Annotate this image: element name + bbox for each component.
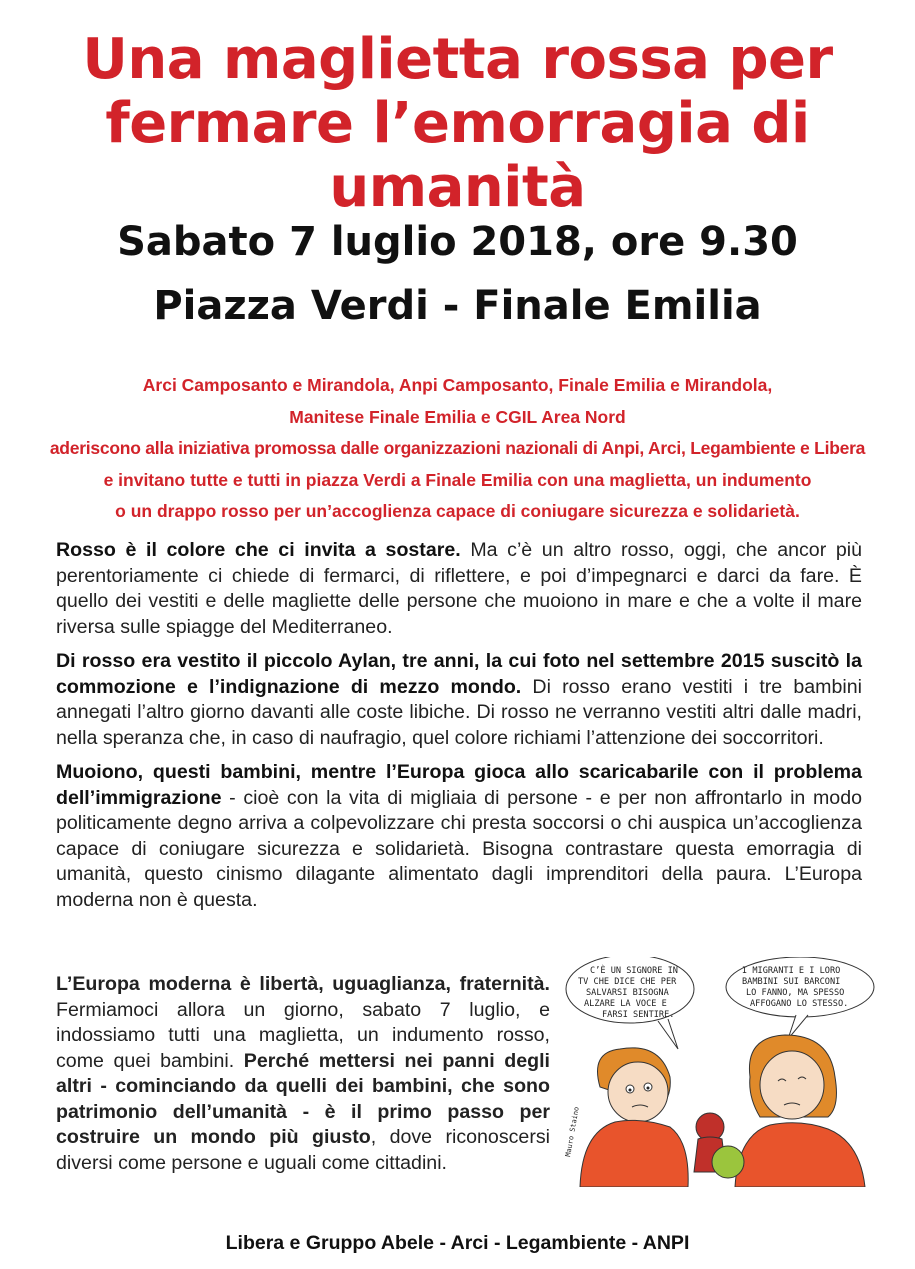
paragraph-3: [56, 760, 862, 913]
poster-title: [0, 28, 915, 220]
paragraph-4-bold-1: L’Europa moderna è libertà, uguaglianza, fraternità.: [56, 973, 550, 995]
intro-line-2: Manitese Finale Emilia e CGIL Area Nord: [289, 406, 626, 427]
bubble-left-line-5: FARSI SENTIRE.: [602, 1010, 675, 1020]
bubble-right-line-1: I MIGRANTI E I LORO: [742, 966, 841, 976]
paragraph-3-bold: Muoiono, questi bambini, mentre l’Europa gioca allo scaricabarile con il problema dell’immigrazione: [56, 761, 862, 809]
paragraph-1: [56, 538, 862, 640]
cartoon-illustration: [560, 957, 880, 1187]
title-line-2: fermare l’emorragia di umanità: [105, 91, 810, 220]
title-line-1: Una maglietta rossa per: [82, 27, 833, 92]
ball: [712, 1146, 744, 1178]
cartoonist-signature: Mauro Staino: [564, 1106, 581, 1158]
bubble-right-line-3: LO FANNO, MA SPESSO: [746, 988, 845, 998]
speech-bubble-left-tail: [658, 1019, 678, 1049]
child-figure: [580, 1048, 688, 1187]
paragraph-2-bold: Di rosso era vestito il piccolo Aylan, tre anni, la cui foto nel settembre 2015 suscitò la commozione e l’indignazione di mezzo mondo.: [56, 650, 862, 698]
footer-organizations: Libera e Gruppo Abele - Arci - Legambiente - ANPI: [225, 1232, 690, 1254]
paragraph-4-text-1: Fermiamoci allora un giorno, sabato 7 luglio, e indossiamo tutti una maglietta, un indumento rosso, come quei bambini.: [56, 998, 550, 1072]
bubble-right-line-4: AFFOGANO LO STESSO.: [750, 999, 849, 1009]
paragraph-2-text: Di rosso erano vestiti i tre bambini annegati l’altro giorno davanti alle coste libiche. Di rosso ne verranno vestiti altri dalle madri, nella speranza che, in caso di naufragio, quel colore richiami l’attenzione dei soccorritori.: [56, 675, 863, 749]
paragraph-4-bold-2: Perché mettersi nei panni degli altri - cominciando da quelli dei bambini, che sono patrimonio dell’umanità - è il primo passo per costruire un mondo più giusto: [56, 1049, 550, 1148]
intro-line-5: o un drappo rosso per un’accoglienza capace di coniugare sicurezza e solidarietà.: [115, 501, 800, 521]
paragraph-1-bold: Rosso è il colore che ci invita a sostare.: [56, 539, 461, 561]
paragraph-4-text-2: , dove riconoscersi diversi come persone e uguali come cittadini.: [56, 1126, 550, 1174]
intro-line-4: e invitano tutte e tutti in piazza Verdi a Finale Emilia con una maglietta, un indumento: [103, 469, 812, 490]
organizers-intro: [20, 370, 895, 528]
paragraph-2: [56, 649, 862, 751]
bubble-left-line-4: ALZARE LA VOCE E: [584, 999, 667, 1009]
paragraph-3-text: - cioè con la vita di migliaia di persone - e per non affrontarlo in modo politicamente degno arriva a colpevolizzare chi presta soccorsi o chi auspica un’accoglienza capace di coniugare sicurezza e solidarietà. Bisogna contrastare questa emorragia di umanità, questo cinismo dilagante alimentato dagli imprenditori della paura. L’Europa moderna non è questa.: [56, 786, 862, 911]
intro-line-3: aderiscono alla iniziativa promossa dalle organizzazioni nazionali di Anpi, Arci, Legambiente e Libera: [49, 438, 866, 458]
paragraph-4: [56, 972, 550, 1176]
paragraph-1-text: Ma c’è un altro rosso, oggi, che ancor più perentoriamente ci chiede di fermarci, di riflettere, e poi d’impegnarci e darci da fare. È quello dei vestiti e delle magliette delle persone che muoiono in mare e che a volte il mare riversa sulle spiagge del Mediterraneo.: [56, 539, 862, 638]
bubble-left-line-1: C’È UN SIGNORE IN: [590, 966, 678, 976]
bubble-left-line-2: TV CHE DICE CHE PER: [578, 977, 677, 987]
event-place: Piazza Verdi - Finale Emilia: [153, 283, 762, 329]
body-text: [56, 538, 862, 922]
event-date: Sabato 7 luglio 2018, ore 9.30: [117, 219, 798, 265]
mother-figure: [735, 1035, 865, 1187]
intro-line-1: Arci Camposanto e Mirandola, Anpi Camposanto, Finale Emilia e Mirandola,: [142, 375, 773, 395]
bubble-right-line-2: BAMBINI SUI BARCONI: [742, 977, 841, 987]
bubble-left-line-3: SALVARSI BISOGNA: [586, 988, 669, 998]
